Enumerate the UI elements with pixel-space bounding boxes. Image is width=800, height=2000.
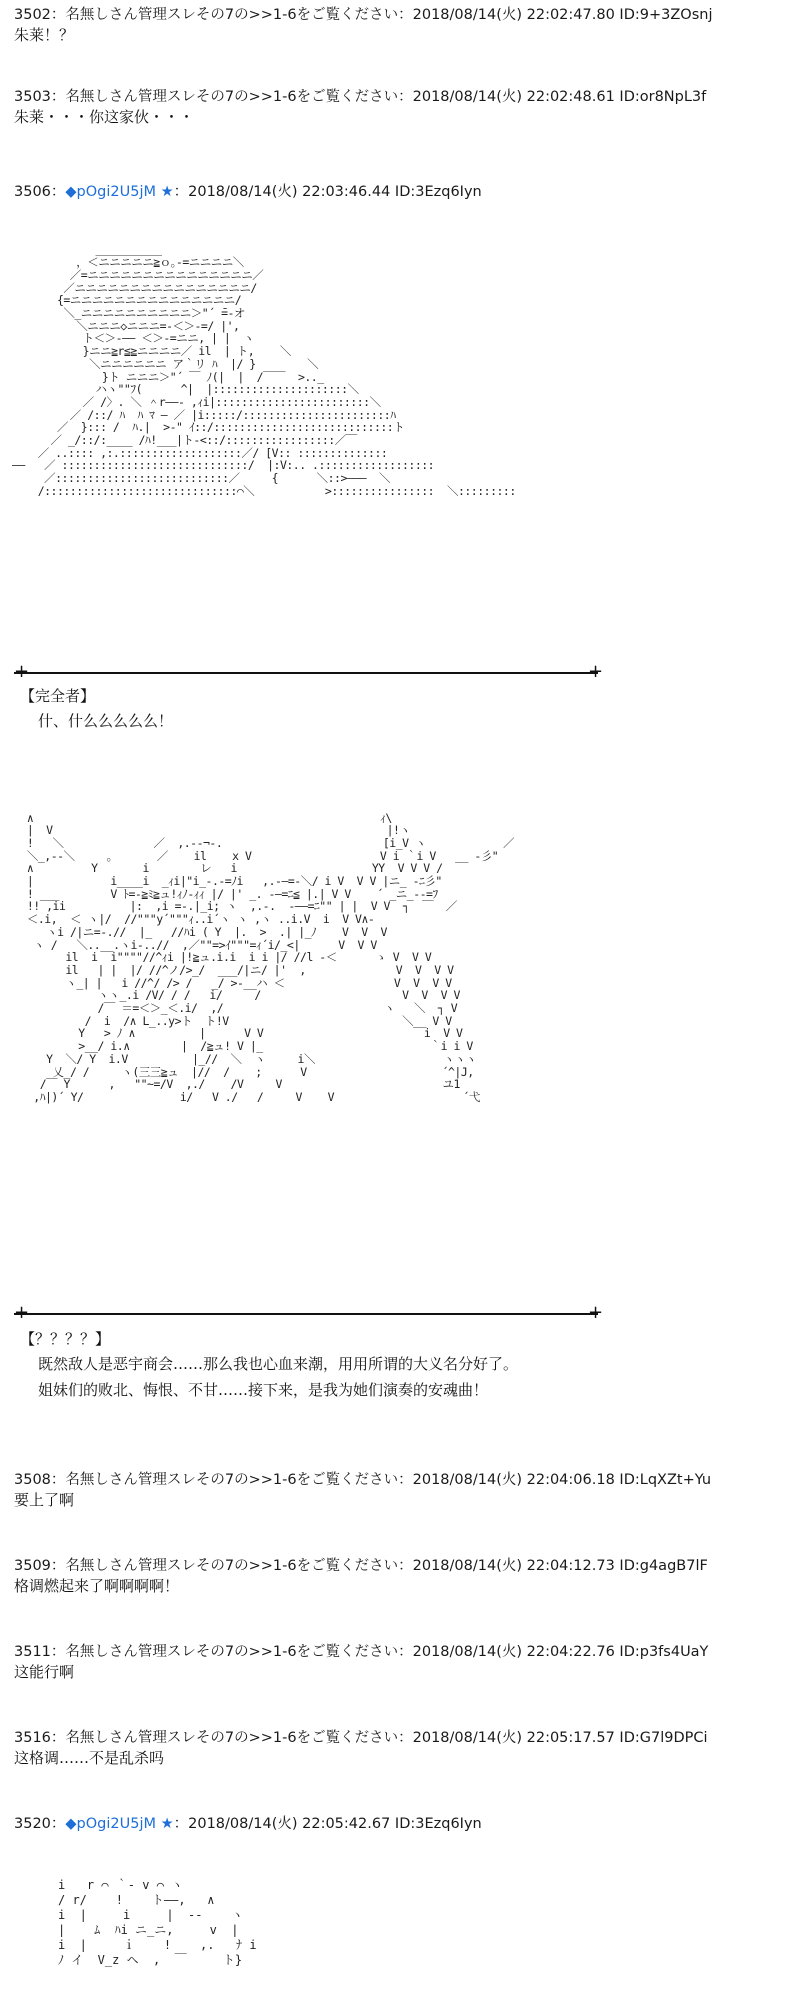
speaker-label: 【？？？？】 bbox=[20, 1330, 111, 1348]
post-body: 朱莱！？ bbox=[14, 26, 75, 44]
post-date: 2018/08/14(火) 22:05:42.67 bbox=[188, 1816, 391, 1832]
post-header: 3506：◆pOgi2U5jM ★：2018/08/14(火) 22:03:46.44 ID:3Ezq6Iyn bbox=[14, 184, 482, 200]
poster-name: 名無しさん管理スレその7の>>1-6をご覧ください bbox=[65, 1730, 399, 1746]
post-id: ID:g4agB7lF bbox=[619, 1558, 708, 1574]
post-3508 bbox=[14, 1471, 794, 1511]
dialogue-line: 姐妹们的败北、悔恨、不甘……接下来，是我为她们演奏的安魂曲！ bbox=[38, 1381, 489, 1399]
post-header: 3503：名無しさん管理スレその7の>>1-6をご覧ください：2018/08/14(火) 22:02:48.61 ID:or8NpL3f bbox=[14, 89, 707, 105]
ascii-art-closing: i r ⌒ ｀- v ⌒ ヽ / r/ ! ト――, ∧ i | i | ‐‐ ヽ | ﾑ ﾊi ニ_ニ, v | i | ｉ ! ,. ﾅ i ﾉ イ V_z ヘ , ￣ ト} bbox=[58, 1878, 257, 1967]
post-header: 3516：名無しさん管理スレその7の>>1-6をご覧ください：2018/08/14(火) 22:05:17.57 ID:G7l9DPCi bbox=[14, 1730, 708, 1746]
post-number[interactable]: 3516 bbox=[14, 1730, 51, 1746]
post-3520 bbox=[14, 1815, 794, 1834]
post-header: 3508：名無しさん管理スレその7の>>1-6をご覧ください：2018/08/14(火) 22:04:06.18 ID:LqXZt+Yu bbox=[14, 1472, 712, 1488]
dialogue-line: 既然敌人是恶宇商会……那么我也心血来潮，用用所谓的大义名分好了。 bbox=[38, 1355, 519, 1373]
post-number[interactable]: 3511 bbox=[14, 1644, 51, 1660]
post-id: ID:9+3ZOsnj bbox=[619, 7, 713, 23]
rule-end-mark: + bbox=[588, 661, 604, 682]
post-date: 2018/08/14(火) 22:04:06.18 bbox=[412, 1472, 615, 1488]
post-number[interactable]: 3520 bbox=[14, 1816, 51, 1832]
ascii-art-perfect-one: ＿＿＿＿＿＿ ，＜ニニニニニ≧ｏ｡-=ニニニニ＼ ／=ニニニニニニニニニニニニニニニ／ ／ニニニニニニニニニニニニニニニニ/ {=ニニニニニニニニニニニニニニニ/ ＼_ニニニニニニニニニニ＞"´ ̄=-オ ＼ニニニ◇ニニニ=-＜＞-=/ |', ト＜＞-―― ＜＞-=ニニ, | | ヽ }ニニ≧r≦≧ニニニニ／ il | ト, ＼ ＼ニニニニニニ ア｀リ ﾊ |/ } ＼ }ト ニニニ＞"´ ￣ ﾉ(| | /￣￣ >.._ ハヽ""ﾌ( ^| |:::::::::::::::::::::＼ ／ /〉. ＼ ＾r――- ,ｨi|::::::::::::::::::::::::＼ ／ /::/ ﾊ ﾊ ﾏ ― ／ |i:::::/:::::::::::::::::::::::ﾊ ／ }::: / ﾊ.| >-" ｲ::/::::::::::::::::::::::::::::ト ／ _/::/:____ /ﾊ!___|ト-<::/:::::::::::::::::／￣ ／ ..:::: ,:.:::::::::::::::::::／/ [V:: :::::::::::::: ―― ／ :::::::::::::::::::::::::::::/ |:V:.. .:::::::::::::::::: ／:::::::::::::::::::::::::::／ { ＼::>――― ＼ /::::::::::::::::::::::::::::::⌒＼ >:::::::::::::::: ＼::::::::: bbox=[12, 242, 516, 498]
post-body: 这能行啊 bbox=[14, 1663, 75, 1681]
post-id: ID:G7l9DPCi bbox=[619, 1730, 708, 1746]
poster-trip: ◆pOgi2U5jM ★ bbox=[65, 1816, 174, 1832]
post-date: 2018/08/14(火) 22:04:12.73 bbox=[412, 1558, 615, 1574]
post-number[interactable]: 3508 bbox=[14, 1472, 51, 1488]
post-number[interactable]: 3503 bbox=[14, 89, 51, 105]
post-body: 要上了啊 bbox=[14, 1491, 75, 1509]
ascii-art-mystery-figure: ∧ ｨ\ | V |!ヽ ! ＼ ／ ,.-‐¬-. [i_V ヽ ／ ＼_,-‐＼ ｡ ／ il x V V i ｀i V __ ‐彡" ∧ Y i レ i YY V V V / | i____i _ｨi|"i_-.-=ﾉi ,.-―=-＼/ i V V V |ニ_ ‐ﾆ彡" ! ___ V ﾄ=‐≧ﾐ≧ュ!ｨﾉ-ｨｨ |/ |' _. -―=ﾆ≦ |.| V V ´ _ニ_-‐=ﾌ !! ,ii |: ,i =-.|_i; ヽ ,.-. ‐――=ﾆ"" | | V V ┐ ￣ ／ ＜.i, ＜ ヽ|/ //"""y´"""ｨ..i´ヽ ヽ ,ヽ ..i.V i V V∧- ヽi /|ニ=-.// |_ //ﾊi ( Y |. > .| |_ﾉ V V V ヽ / ＼..__.ヽi-..// ,／""=>ｲ"""=ｨ´i/_<| V V V il i i""""//^ｨi |!≧ュ.i.i i i |/ //l -＜ ゝ V V V il | | |/ //^ノ/>_/ ___/|ニ/ |' , V V V V ヽ_| | i //^/ /> / _/ >-__ハ ＜ V V V V ヽヽ_.i /V/ / / i/ / V V V V /￣ ＝=＜＞_＜.i/ ,/ ヽ ＼ ┐ V / i /∧ L_..y>ト ト!V ＼__ V V Y > ﾉ ∧ | V V i V V >__/ i.∧ | /≧ュ! V |_ ｀i i V Y ＼/ Y i.V |_// ＼ ヽ i＼ ヽヽヽ 乂_/ / ヽ(三三≧ュ |// / ; V ´^|J, /￣ Y , ""~=/V ,./ /V V ユ1 ,ﾊ|)´ Y/ i/ V ./ / V V ´弋 bbox=[26, 810, 515, 1104]
post-number[interactable]: 3506 bbox=[14, 184, 51, 200]
speaker-label: 【完全者】 bbox=[20, 687, 96, 705]
divider-rule bbox=[14, 1313, 598, 1315]
post-id: ID:3Ezq6Iyn bbox=[394, 184, 482, 200]
post-header: 3509：名無しさん管理スレその7の>>1-6をご覧ください：2018/08/14(火) 22:04:12.73 ID:g4agB7lF bbox=[14, 1558, 708, 1574]
post-date: 2018/08/14(火) 22:04:22.76 bbox=[412, 1644, 615, 1660]
post-id: ID:3Ezq6Iyn bbox=[394, 1816, 482, 1832]
rule-end-mark: + bbox=[588, 1302, 604, 1323]
post-3516 bbox=[14, 1729, 794, 1769]
dialogue-line: 什、什么么么么么！ bbox=[38, 712, 174, 730]
post-date: 2018/08/14(火) 22:03:46.44 bbox=[188, 184, 391, 200]
post-date: 2018/08/14(火) 22:02:48.61 bbox=[412, 89, 615, 105]
post-body: 朱莱・・・你这家伙・・・ bbox=[14, 108, 195, 126]
post-number[interactable]: 3502 bbox=[14, 7, 51, 23]
poster-name: 名無しさん管理スレその7の>>1-6をご覧ください bbox=[65, 89, 399, 105]
post-number[interactable]: 3509 bbox=[14, 1558, 51, 1574]
post-id: ID:p3fs4UaY bbox=[619, 1644, 709, 1660]
post-3509 bbox=[14, 1557, 794, 1597]
poster-name: 名無しさん管理スレその7の>>1-6をご覧ください bbox=[65, 1644, 399, 1660]
post-date: 2018/08/14(火) 22:05:17.57 bbox=[412, 1730, 615, 1746]
post-3506 bbox=[14, 183, 794, 202]
post-date: 2018/08/14(火) 22:02:47.80 bbox=[412, 7, 615, 23]
poster-trip: ◆pOgi2U5jM ★ bbox=[65, 184, 174, 200]
rule-end-mark: + bbox=[14, 1302, 30, 1323]
divider-rule bbox=[14, 672, 598, 674]
poster-name: 名無しさん管理スレその7の>>1-6をご覧ください bbox=[65, 1472, 399, 1488]
post-id: ID:or8NpL3f bbox=[619, 89, 707, 105]
poster-name: 名無しさん管理スレその7の>>1-6をご覧ください bbox=[65, 1558, 399, 1574]
post-body: 格调燃起来了啊啊啊啊！ bbox=[14, 1577, 180, 1595]
post-header: 3502：名無しさん管理スレその7の>>1-6をご覧ください：2018/08/14(火) 22:02:47.80 ID:9+3ZOsnj bbox=[14, 7, 713, 23]
post-3511 bbox=[14, 1643, 794, 1683]
rule-end-mark: + bbox=[14, 661, 30, 682]
post-body: 这格调……不是乱杀吗 bbox=[14, 1749, 165, 1767]
post-header: 3511：名無しさん管理スレその7の>>1-6をご覧ください：2018/08/14(火) 22:04:22.76 ID:p3fs4UaY bbox=[14, 1644, 709, 1660]
post-3502 bbox=[14, 6, 794, 46]
poster-name: 名無しさん管理スレその7の>>1-6をご覧ください bbox=[65, 7, 399, 23]
post-header: 3520：◆pOgi2U5jM ★：2018/08/14(火) 22:05:42.67 ID:3Ezq6Iyn bbox=[14, 1816, 482, 1832]
post-3503 bbox=[14, 88, 794, 128]
post-id: ID:LqXZt+Yu bbox=[619, 1472, 712, 1488]
